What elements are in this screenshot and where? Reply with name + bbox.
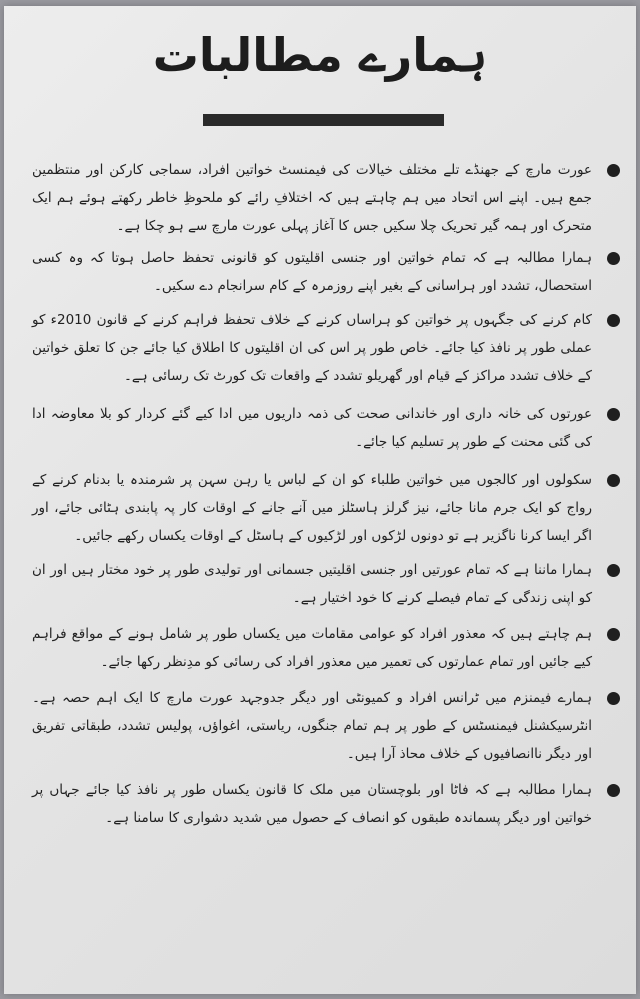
demand-text: ہمارے فیمنزم میں ٹرانس افراد و کمیونٹی اور دیگر جدوجہد عورت مارچ کا ایک اہم حصہ ہے۔ انٹرسیکشنل فیمنسٹس کے طور پر ہم تمام جنگوں، ریاستی، اغواؤں، پولیس تشدد، طبقاتی تفریق اور دیگر ناانصافیوں کے خلاف محاذ آرا ہیں۔ (32, 690, 592, 762)
list-item (32, 156, 622, 240)
bullet-icon (607, 564, 620, 577)
bullet-icon (607, 252, 620, 265)
list-item (32, 776, 622, 832)
demand-text: ہمارا ماننا ہے کہ تمام عورتیں اور جنسی اقلیتیں جسمانی اور تولیدی طور پر خود مختار ہیں اور ان کو اپنی زندگی کے تمام فیصلے کرنے کا خود اختیار ہے۔ (32, 562, 592, 606)
demand-text: ہمارا مطالبہ ہے کہ فاٹا اور بلوچستان میں ملک کا قانون یکساں طور پر نافذ کیا جائے جہاں پر خواتین اور دیگر پسماندہ طبقوں کو انصاف کے حصول میں شدید دشواری کا سامنا ہے۔ (32, 782, 592, 826)
bullet-icon (607, 314, 620, 327)
list-item (32, 466, 622, 550)
list-item (32, 620, 622, 676)
list-item (32, 684, 622, 768)
list-item (32, 400, 622, 456)
demand-text: عورتوں کی خانہ داری اور خاندانی صحت کی ذمہ داریوں میں ادا کیے گئے کردار کو بلا معاوضہ ادا کی گئی محنت کے طور پر تسلیم کیا جائے۔ (32, 406, 592, 450)
demand-text: ہمارا مطالبہ ہے کہ تمام خواتین اور جنسی اقلیتوں کو قانونی تحفظ حاصل ہوتا کہ وہ کسی استحصال، تشدد اور ہراسانی کے بغیر اپنے روزمرہ کے کام سرانجام دے سکیں۔ (32, 250, 592, 294)
flyer-sheet (4, 6, 636, 994)
bullet-icon (607, 164, 620, 177)
demand-text: ہم چاہتے ہیں کہ معذور افراد کو عوامی مقامات میں یکساں طور پر شامل ہونے کے مواقع فراہم کیے جائیں اور تمام عمارتوں کی تعمیر میں معذور افراد کی رسائی کو مدِنظر رکھا جائے۔ (32, 626, 592, 670)
list-item (32, 556, 622, 612)
title-underline (203, 114, 444, 126)
bullet-icon (607, 692, 620, 705)
demands-list (32, 156, 622, 832)
list-item (32, 306, 622, 390)
demand-text: کام کرنے کی جگہوں پر خواتین کو ہراساں کرنے کے خلاف تحفظ فراہم کرنے کے قانون 2010ء کو عملی طور پر نافذ کیا جائے۔ خاص طور پر اس کی ان اقلیتوں کا اطلاق کیا جائے جن کا تعلق خواتین کے خلاف تشدد مراکز کے قیام اور گھریلو تشدد کے واقعات تک کورٹ تک رسائی ہے۔ (32, 312, 592, 384)
bullet-icon (607, 474, 620, 487)
demand-text: عورت مارچ کے جھنڈے تلے مختلف خیالات کی فیمنسٹ خواتین افراد، سماجی کارکن اور منتظمین جمع ہیں۔ اپنے اس اتحاد میں ہم چاہتے ہیں کہ اختلافِ رائے کو ملحوظِ خاطر رکھتے ہوئے ہم ایک متحرک اور ہمہ گیر تحریک چلا سکیں جس کا آغاز پہلی عورت مارچ سے ہو چکا ہے۔ (32, 162, 592, 234)
list-item (32, 244, 622, 300)
bullet-icon (607, 408, 620, 421)
demand-text: سکولوں اور کالجوں میں خواتین طلباء کو ان کے لباس یا رہن سہن پر شرمندہ یا بدنام کرنے کے رواج کو ایک جرم مانا جائے، نیز گرلز ہاسٹلز میں آنے جانے کے اوقات کار پہ پابندی ہٹائی جائے، اور اگر ایسا کرنا ناگزیر ہے تو دونوں لڑکوں اور لڑکیوں کے ہاسٹل کے اوقات یکساں رکھے جائیں۔ (32, 472, 592, 544)
bullet-icon (607, 628, 620, 641)
page-title: ہمارے مطالبات (152, 28, 488, 82)
bullet-icon (607, 784, 620, 797)
